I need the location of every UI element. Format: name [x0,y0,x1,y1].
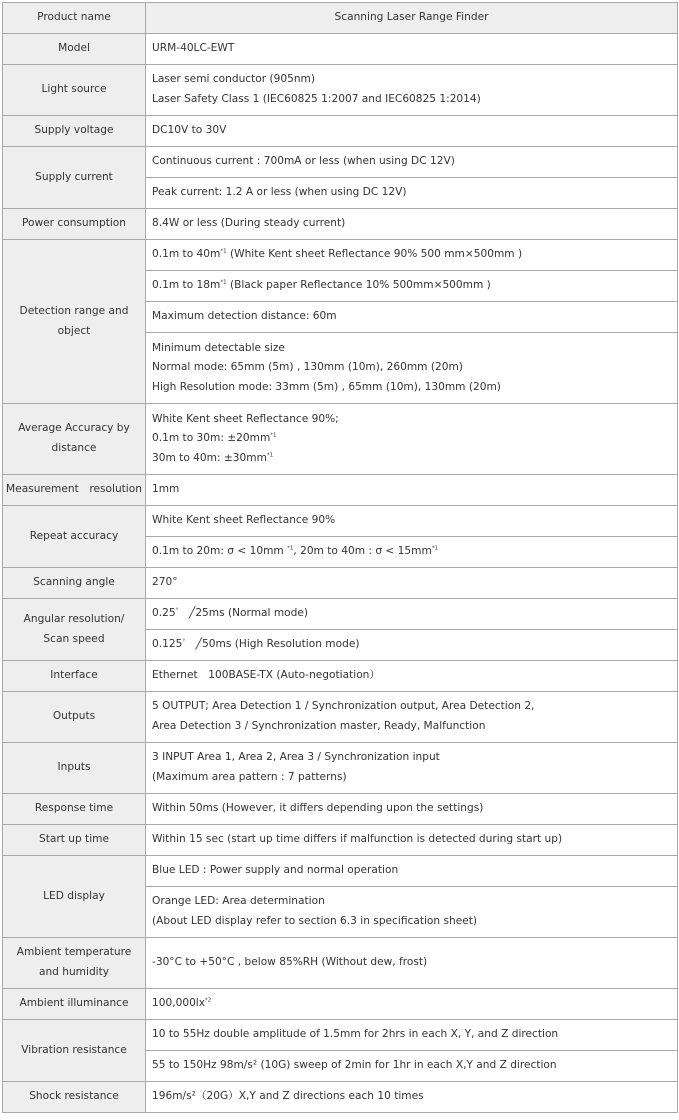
detection-black-text: 0.1m to 18m [152,279,221,292]
angular-normal-detail: ╱25ms (Normal mode) [178,607,309,620]
angular-label-line-1: Angular resolution/ [23,612,125,625]
row-label-supply-current: Supply current [3,147,146,209]
row-value-detection-black [146,271,678,302]
row-value-inputs [146,743,678,794]
inputs-line-1: 3 INPUT Area 1, Area 2, Area 3 / Synchronization input [152,751,440,764]
row-value-model: URM-40LC-EWT [146,34,678,65]
detection-label-line-2: object [57,324,91,337]
row-label-response-time: Response time [3,794,146,825]
row-value-angular-high-res [146,630,678,661]
table-row [3,938,678,989]
row-value-response-time: Within 50ms (However, it differs depending upon the settings) [146,794,678,825]
inputs-line-2: (Maximum area pattern : 7 patterns) [152,771,347,783]
detection-white-detail: (White Kent sheet Reflectance 90% 500 mm×500mm ) [226,248,523,261]
angular-normal-value: 0.25 [152,607,176,620]
table-row [3,599,678,630]
table-row [3,404,678,475]
table-row [3,743,678,794]
angular-high-res-detail: ╱50ms (High Resolution mode) [185,638,360,651]
footnote-mark: *1 [287,545,294,552]
row-label-interface: Interface [3,661,146,692]
accuracy-label-line-2: distance [51,442,97,454]
table-row [3,147,678,178]
degree-mark: ° [182,638,186,645]
table-row [3,116,678,147]
footnote-mark: *1 [220,279,227,286]
table-row [3,856,678,887]
degree-mark: ° [175,607,179,614]
row-label-measurement-resolution: Measurement resolution [3,475,146,506]
outputs-line-1: 5 OUTPUT; Area Detection 1 / Synchronization output, Area Detection 2, [152,700,535,713]
accuracy-line-3-text: 30m to 40m: ±30mm [152,451,267,464]
row-value-angular-normal [146,599,678,630]
table-row [3,989,678,1020]
row-value-vibration-low: 10 to 55Hz double amplitude of 1.5mm for 2hrs in each X, Y, and Z direction [146,1020,678,1051]
row-value-orange-led [146,887,678,938]
detection-label-line-1: Detection range and [19,304,129,317]
table-row [3,475,678,506]
row-value-supply-voltage: DC10V to 30V [146,116,678,147]
light-source-line-1: Laser semi conductor (905nm) [152,73,315,86]
repeat-sigma-text-2: , 20m to 40m : σ < 15mm [293,545,432,558]
row-label-repeat-accuracy: Repeat accuracy [3,506,146,568]
row-value-vibration-high: 55 to 150Hz 98m/s² (10G) sweep of 2min for 1hr in each X,Y and Z direction [146,1051,678,1082]
row-label-ambient-temperature [3,938,146,989]
temperature-label-line-1: Ambient temperature [16,946,132,959]
accuracy-line-2-text: 0.1m to 30m: ±20mm [152,432,271,445]
row-label-scanning-angle: Scanning angle [3,568,146,599]
row-label-light-source: Light source [3,65,146,116]
row-label-led-display: LED display [3,856,146,938]
detection-black-detail: (Black paper Reflectance 10% 500mm×500mm ) [226,279,491,292]
angular-label-line-2: Scan speed [43,632,105,645]
row-value-shock-resistance: 196m/s²（20G）X,Y and Z directions each 10 times [146,1082,678,1113]
footnote-mark: *2 [205,997,212,1004]
row-value-max-detection: Maximum detection distance: 60m [146,302,678,333]
row-value-peak-current: Peak current: 1.2 A or less (when using DC 12V) [146,178,678,209]
table-row [3,240,678,271]
row-label-power-consumption: Power consumption [3,209,146,240]
outputs-line-2: Area Detection 3 / Synchronization master, Ready, Malfunction [152,720,486,732]
orange-led-line-1: Orange LED: Area determination [152,895,325,908]
row-label-inputs: Inputs [3,743,146,794]
table-row [3,506,678,537]
temperature-label-line-2: and humidity [38,966,110,978]
accuracy-line-3 [152,449,671,469]
footnote-mark: *1 [220,248,227,255]
footnote-mark: *1 [431,545,439,552]
row-value-average-accuracy [146,404,678,475]
table-row [3,794,678,825]
row-label-shock-resistance: Shock resistance [3,1082,146,1113]
light-source-line-2: Laser Safety Class 1 (IEC60825 1:2007 and IEC60825 1:2014) [152,93,481,105]
row-label-start-up-time: Start up time [3,825,146,856]
min-detectable-line-3: High Resolution mode: 33mm (5m) , 65mm (10m), 130mm (20m) [152,380,501,393]
row-value-start-up-time: Within 15 sec (start up time differs if malfunction is detected during start up) [146,825,678,856]
repeat-sigma-text-1: 0.1m to 20m: σ < 10mm [152,545,288,558]
row-value-continuous-current: Continuous current : 700mA or less (when using DC 12V) [146,147,678,178]
min-detectable-line-1: Minimum detectable size [152,341,285,354]
row-label-supply-voltage: Supply voltage [3,116,146,147]
table-row [3,692,678,743]
min-detectable-line-2: Normal mode: 65mm (5m) , 130mm (10m), 260mm (20m) [152,361,463,374]
row-value-measurement-resolution: 1mm [146,475,678,506]
table-row [3,568,678,599]
table-row [3,1082,678,1113]
illuminance-value: 100,000lx [152,997,206,1010]
row-label-model: Model [3,34,146,65]
row-label-ambient-illuminance: Ambient illuminance [3,989,146,1020]
row-value-blue-led: Blue LED : Power supply and normal operation [146,856,678,887]
row-label-outputs: Outputs [3,692,146,743]
table-row [3,65,678,116]
row-value-repeat-reflectance: White Kent sheet Reflectance 90% [146,506,678,537]
table-row [3,661,678,692]
row-value-repeat-sigma [146,537,678,568]
footnote-mark: *1 [266,452,274,459]
row-value-outputs [146,692,678,743]
accuracy-line-1: White Kent sheet Reflectance 90%; [152,412,339,425]
table-header-row [3,3,678,34]
row-label-vibration-resistance: Vibration resistance [3,1020,146,1082]
row-value-interface: Ethernet 100BASE-TX (Auto-negotiation） [146,661,678,692]
row-value-scanning-angle: 270° [146,568,678,599]
footnote-mark: *1 [270,432,277,439]
angular-high-res-value: 0.125 [152,638,183,651]
row-value-light-source [146,65,678,116]
row-value-ambient-temperature: -30°C to +50°C , below 85%RH (Without dew, frost) [146,938,678,989]
header-label: Product name [3,3,146,34]
row-value-power-consumption: 8.4W or less (During steady current) [146,209,678,240]
table-row [3,34,678,65]
detection-white-text: 0.1m to 40m [152,248,221,261]
header-value: Scanning Laser Range Finder [146,3,678,34]
table-row [3,825,678,856]
accuracy-line-2 [152,429,671,449]
table-row [3,1020,678,1051]
orange-led-line-2: (About LED display refer to section 6.3 in specification sheet) [152,915,478,927]
row-value-detection-white [146,240,678,271]
row-label-average-accuracy [3,404,146,475]
row-label-angular-resolution [3,599,146,661]
row-value-ambient-illuminance [146,989,678,1020]
accuracy-label-line-1: Average Accuracy by [18,422,130,435]
row-label-detection-range [3,240,146,404]
specification-table [2,2,678,1113]
row-value-min-detectable [146,333,678,404]
table-row [3,209,678,240]
